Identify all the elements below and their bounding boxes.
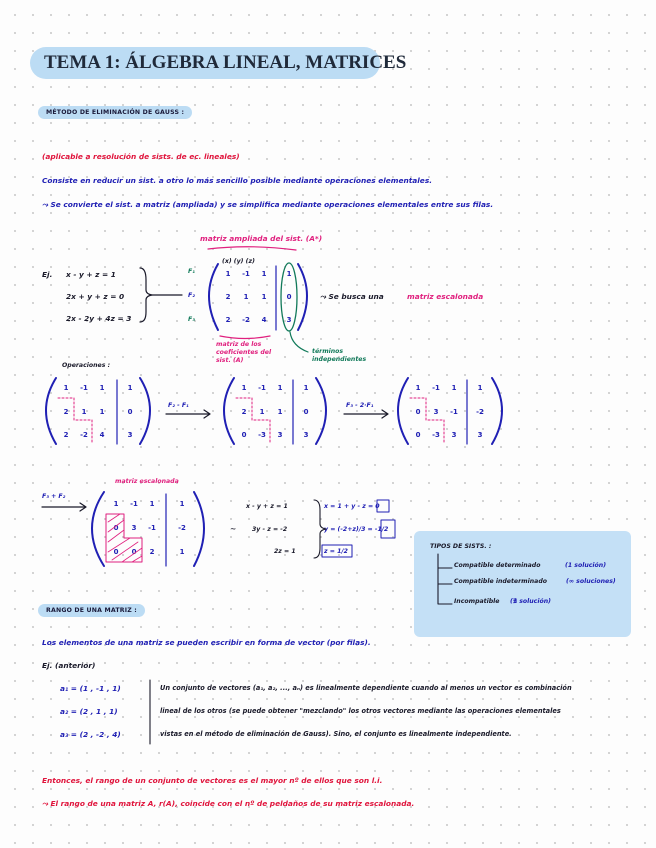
m5-a31: 0 [113,548,119,556]
m2-a13: 1 [99,384,105,392]
vector-a3: a₃ = (2 , -2 , 4) [60,730,121,739]
m2-a32: -2 [80,431,88,439]
m1-right-paren [298,264,307,330]
m3-a22: 1 [259,408,265,416]
m2-a22: 1 [81,408,87,416]
m5-a13: 1 [149,500,155,508]
page-title: TEMA 1: ÁLGEBRA LINEAL, MATRICES [30,47,380,79]
m2-b3: 3 [127,431,133,439]
m4-a21: 0 [415,408,421,416]
m5-a22: 3 [131,524,137,532]
m1-a21: 2 [225,293,231,301]
row-label-f2: F₂ [188,292,195,299]
solution-box-z [322,545,352,557]
m2-b2: 0 [127,408,133,416]
solution-box-y [381,520,395,538]
conclusion-1: Entonces, el rango de un conjunto de vectores es el mayor nº de ellos que son l.i. [42,776,383,785]
m3-a21: 2 [241,408,247,416]
m5-a21: 0 [113,524,119,532]
system-eq-2: 3y - z = -2 [252,526,288,533]
system-brace [140,268,152,322]
terminos-arrow [290,332,308,352]
m1-a33: 4 [261,316,267,324]
m4-a11: 1 [415,384,421,392]
m3-b3: 3 [303,431,309,439]
conclusion-2: ⤳ El rango de una matriz A, r(A), coincide con el nº de peldaños de su matriz escalonada. [42,799,415,808]
m2-left-paren [46,378,56,444]
m5-a11: 1 [113,500,119,508]
m5-a12: -1 [130,500,138,508]
m4-right-paren [492,378,502,444]
m1-left-paren [209,264,218,330]
line-convierte: ⤳ Se convierte el sist. a matriz (ampliada) y se simplifica mediante operaciones elementales entre sus filas. [42,200,494,209]
m4-a22: 3 [433,408,439,416]
ampliada-brace [208,247,296,250]
system-eq-1: x - y + z = 1 [246,503,288,510]
m2-a23: 1 [99,408,105,416]
m3-staircase [236,398,270,444]
m3-a13: 1 [277,384,283,392]
m2-a33: 4 [99,431,105,439]
m2-a31: 2 [63,431,69,439]
arrow-2 [344,410,388,418]
m5-b3: 1 [179,548,185,556]
op-label-1: F₂ - F₁ [168,402,189,409]
m1-a32: -2 [242,316,250,324]
tipos-tree [438,554,452,604]
vector-a1: a₁ = (1 , -1 , 1) [60,684,121,693]
m1-b1: 1 [286,270,292,278]
m4-b1: 1 [477,384,483,392]
operaciones-label: Operaciones : [62,362,111,369]
m1-a31: 2 [225,316,231,324]
line-aplicable: (aplicable a resolución de sists. de ec. lineales) [42,152,240,161]
tipo-3-note: (∄ solución) [510,598,551,605]
escalonada-label: matriz escalonada [115,478,179,485]
coef-brace [220,336,270,339]
explanation-line-1: Un conjunto de vectores (a₁, a₂, ..., aₙ) es linealmente dependiente cuando al menos un vector es combinación [160,684,572,692]
section-heading-gauss: MÉTODO DE ELIMINACIÓN DE GAUSS : [38,106,192,119]
m3-right-paren [316,378,326,444]
m4-staircase [410,398,444,444]
example-label: Ej. [42,270,53,279]
m5-b2: -2 [178,524,186,532]
tilde-arrow: ~ [230,524,237,533]
m3-left-paren [224,378,234,444]
m2-a11: 1 [63,384,69,392]
tipo-1-name: Compatible determinado [454,562,541,569]
m4-a12: -1 [432,384,440,392]
equation-3: 2x - 2y + 4z = 3 [66,314,132,323]
m2-a12: -1 [80,384,88,392]
tipos-heading: TIPOS DE SISTS. : [430,543,492,550]
explanation-line-3: vistas en el método de eliminación de Gauss). Sino, el conjunto es linealmente independiente. [160,730,512,738]
solution-y: y = (-2+z)/3 = -1/2 [324,526,389,533]
solution-box-x [377,500,389,512]
m4-left-paren [398,378,408,444]
m5-right-paren [194,492,204,566]
m1-a12: -1 [242,270,250,278]
terminos-ellipse [281,263,297,331]
m1-a23: 1 [261,293,267,301]
m3-b2: 0 [303,408,309,416]
line-filas: Los elementos de una matriz se pueden escribir en forma de vector (por filas). [42,638,371,647]
op-label-2: F₃ - 2·F₁ [346,402,374,409]
row-label-f3: F₃ [188,316,195,323]
op3-arrow [42,503,86,511]
m5-staircase [106,514,142,562]
m3-a12: -1 [258,384,266,392]
m3-a23: 1 [277,408,283,416]
explanation-line-2: lineal de los otros (se puede obtener "mezclando" los otros vectores mediante las operaciones elementales [160,707,561,715]
m5-b1: 1 [179,500,185,508]
m2-a21: 2 [63,408,69,416]
m4-a31: 0 [415,431,421,439]
m1-a11: 1 [225,270,231,278]
m1-a13: 1 [261,270,267,278]
m1-b2: 0 [286,293,292,301]
m1-a22: 1 [243,293,249,301]
m1-b3: 3 [286,316,292,324]
tipo-1-note: (1 solución) [565,562,607,569]
arrow-1 [166,410,210,418]
m4-a23: -1 [450,408,458,416]
m5-a23: -1 [148,524,156,532]
m5-left-paren [92,492,104,566]
vector-a2: a₂ = (2 , 1 , 1) [60,707,118,716]
tipo-2-note: (∞ soluciones) [566,578,616,585]
equation-2: 2x + y + z = 0 [66,292,125,301]
coeficientes-label: matriz de los coeficientes del sist. (A) [216,341,272,364]
m3-b1: 1 [303,384,309,392]
m5-a33: 2 [149,548,155,556]
m4-a32: -3 [432,431,440,439]
solution-brace [314,500,326,558]
m5-a32: 0 [131,548,137,556]
busca-highlight: matriz escalonada [407,292,484,301]
m4-a13: 1 [451,384,457,392]
m3-a33: 3 [277,431,283,439]
m3-a32: -3 [258,431,266,439]
m2-b1: 1 [127,384,133,392]
rango-example-label: Ej. (anterior) [42,661,96,670]
terminos-label: términos independientes [312,348,367,363]
system-eq-3: 2z = 1 [274,548,296,555]
m3-a31: 0 [241,431,247,439]
m2-staircase [58,398,92,444]
solution-x: x = 1 + y - z = 0 [324,503,380,510]
m4-b2: -2 [476,408,484,416]
section-heading-rango: RANGO DE UNA MATRIZ : [38,604,145,617]
solution-z: z = 1/2 [324,548,348,555]
m4-a33: 3 [451,431,457,439]
tipo-2-name: Compatible indeterminado [454,578,548,585]
line-consiste: Consiste en reducir un sist. a otro lo más sencillo posible mediante operaciones elementales. [42,176,433,185]
op-label-3: F₃ + F₂ [42,493,66,500]
column-headers: (x) (y) (z) [222,258,255,265]
row-label-f1: F₁ [188,268,195,275]
tipo-3-name: Incompatible [454,598,500,605]
equation-1: x - y + z = 1 [66,270,116,279]
m2-right-paren [140,378,150,444]
m4-b3: 3 [477,431,483,439]
busca-text: ⤳ Se busca una [320,292,384,301]
ampliada-label: matriz ampliada del sist. (A*) [200,234,323,243]
m3-a11: 1 [241,384,247,392]
